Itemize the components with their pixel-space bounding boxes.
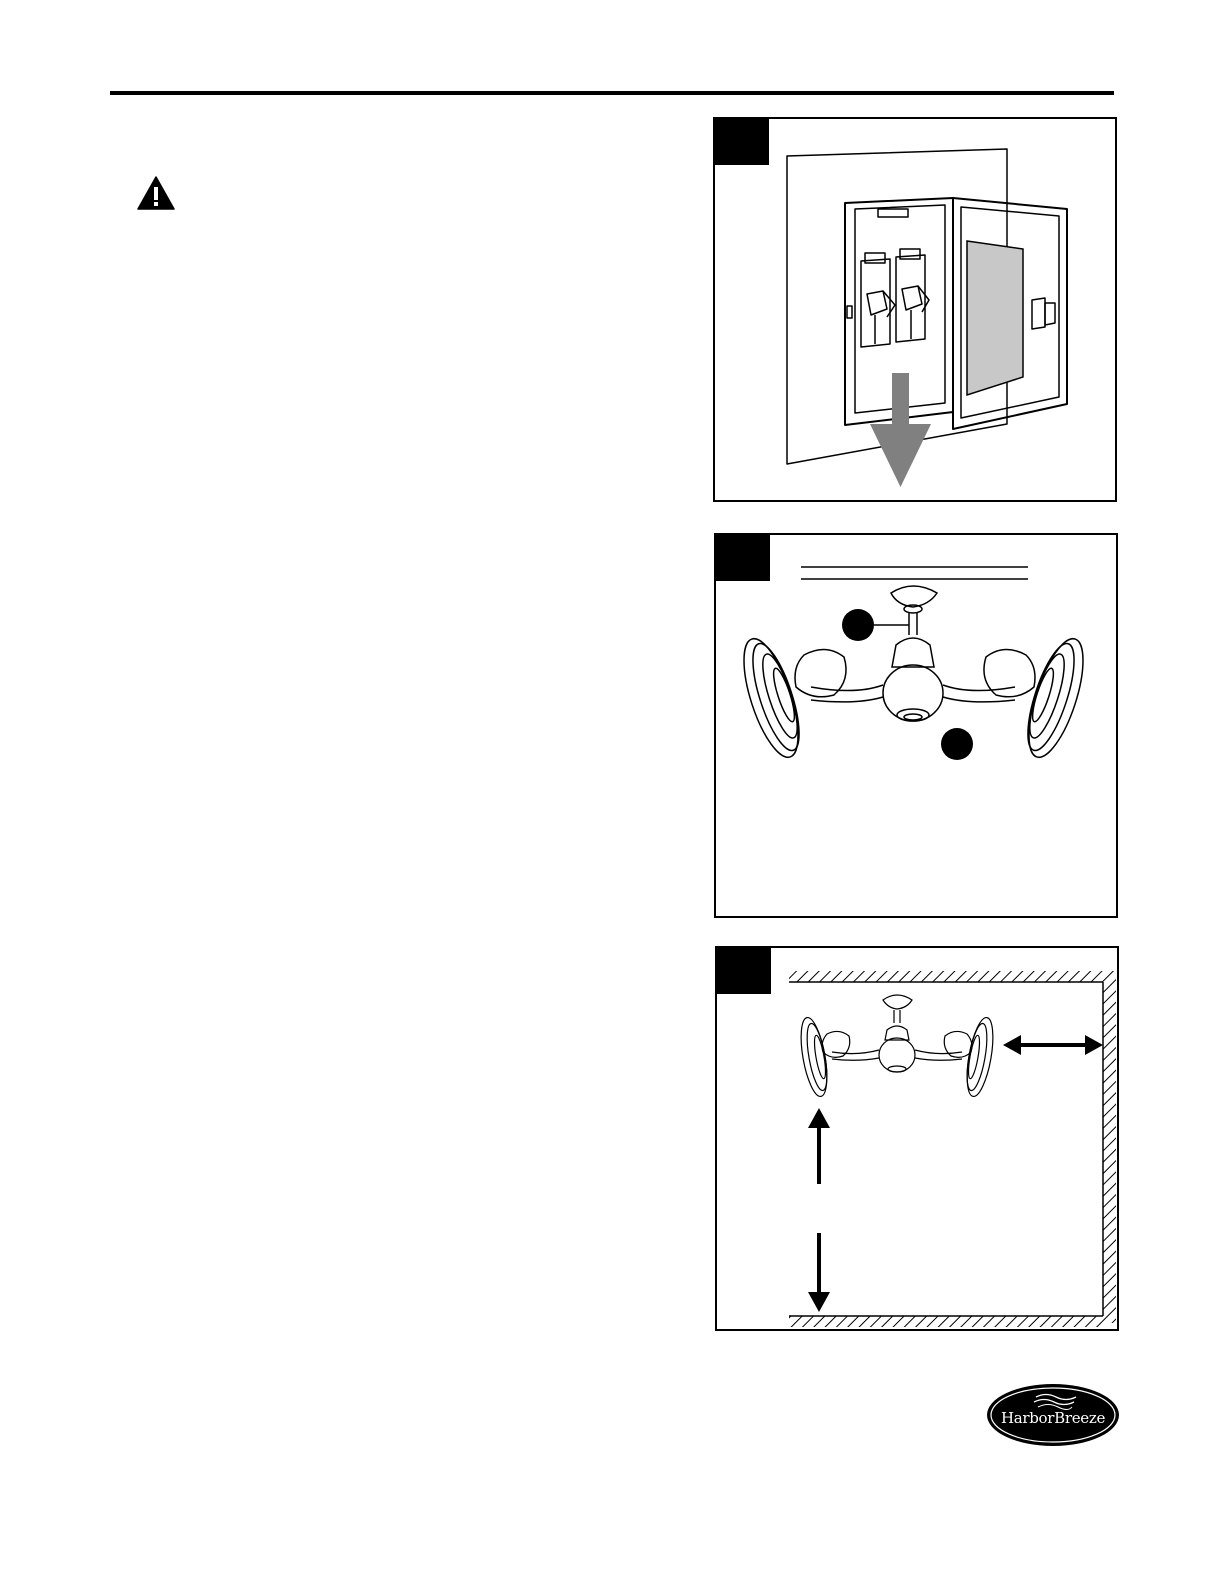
wall-clearance-arrow-icon [1003,1035,1103,1055]
figure-fan-clearance [715,946,1119,1331]
warning-triangle-icon [137,176,175,210]
callout-bubble [941,728,973,760]
clearance-illustration [717,948,1117,1329]
harbor-breeze-logo [986,1383,1120,1447]
down-arrow-icon [870,373,931,487]
down-arrow-icon [808,1233,830,1312]
ceiling-fan-illustration [716,535,1116,916]
logo-wordmark: HarborBreeze [1000,1409,1106,1427]
figure-breaker-panel [713,117,1117,502]
callout-bubble [842,609,874,641]
breaker-panel-illustration [715,119,1115,500]
header-rule [110,91,1114,95]
up-arrow-icon [808,1108,830,1184]
figure-fan-mounted [714,533,1118,918]
